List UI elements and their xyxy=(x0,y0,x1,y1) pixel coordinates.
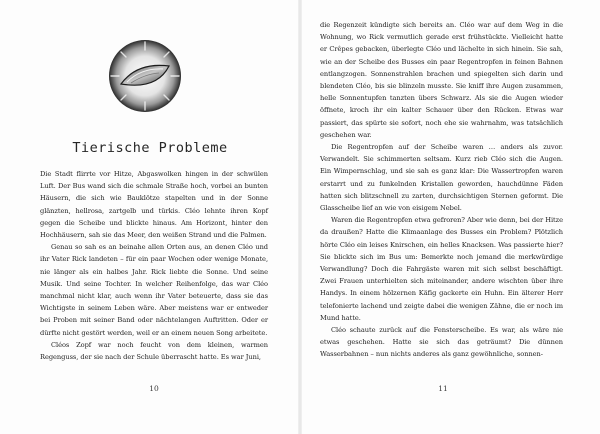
page-number: 10 xyxy=(149,384,159,393)
left-page-body xyxy=(40,168,268,363)
paragraph: Cléos Zopf war noch feucht von dem kleinen, warmen Regenguss, der sie nach der Schule überrascht hatte. Es war Juni, xyxy=(40,340,268,362)
chapter-title: Tierische Probleme xyxy=(72,140,228,156)
paragraph: Waren die Regentropfen etwa gefroren? Aber wie denn, bei der Hitze da draußen? Hatte die Klimaanlage des Busses ein Problem? Plötzlich hörte Cléo ein leises Knirschen, ein helles Knacksen. Was passierte hier? Sie blickte sich im Bus um: Bemerkte noch jemand die merkwürdige Verwandlung? Doch die Fahrgäste waren mit sich selbst beschäftigt. Zwei Frauen unterhielten sich miteinander, andere wischten über ihre Handys. In einem hölzernen Käfig gackerte ein Huhn. Ein älterer Herr telefonierte lachend und zeigte dabei die wenigen Zähne, die er noch im Mund hatte. xyxy=(320,216,563,322)
paragraph: die Regenzeit kündigte sich bereits an. Cléo war auf dem Weg in die Wohnung, wo Rick vermutlich gerade erst frühstückte. Vielleicht hatte er Crêpes gebacken, überlegte Cléo und lächelte in sich hinein. Sie sah, wie an der Scheibe des Busses ein paar Regentropfen in feinen Bahnen entlangzogen. Sonnenstrahlen brachen und spiegelten sich darin und blendeten Cléo, bis sie blinzeln musste. Sie kniff ihre Augen zusammen, helle Sonnentupfen tanzten übers Schwarz. Als sie die Augen wieder öffnete, kroch ihr ein kalter Schauer über den Rücken. Etwas war passiert, das spürte sie sofort, noch ehe sie wahrnahm, was tatsächlich geschehen war. xyxy=(320,21,563,139)
page-number: 11 xyxy=(438,384,448,393)
paragraph: Die Stadt flirrte vor Hitze, Abgaswolken hingen in der schwülen Luft. Der Bus wand sich die schmale Straße hoch, vorbei an bunten Häusern, die sich wie Bauklötze stapelten und in der Sonne glänzten, hellrosa, zartgelb und türkis. Cléo lehnte ihren Kopf gegen die Scheibe und blickte hinaus. Am Horizont, hinter den Hochhäusern, sah sie das Meer, den weißen Strand und die Palmen. xyxy=(40,170,268,240)
chapter-emblem-icon xyxy=(107,38,183,114)
paragraph: Genau so sah es an beinahe allen Orten aus, an denen Cléo und ihr Vater Rick landeten – für ein paar Wochen oder wenige Monate, nie länger als ein halbes Jahr. Rick liebte die Sonne. Und seine Musik. Und seine Tochter. In welcher Reihenfolge, das war Cléo manchmal nicht klar, auch wenn ihr Vater beteuerte, dass sie das Wichtigste in seinem Leben wäre. Aber meistens war er entweder bei Proben mit seiner Band oder nächtelangen Auftritten. Oder er dürfte nicht gestört werden, weil er an einem neuen Song arbeitete. xyxy=(40,243,268,337)
right-page-body xyxy=(320,19,563,361)
paragraph: Cléo schaute zurück auf die Fensterscheibe. Es war, als wäre nie etwas geschehen. Hatte sie sich das geträumt? Die dünnen Wasserbahnen – nun nichts anderes als ganz gewöhnliche, sonnen- xyxy=(320,326,563,359)
paragraph: Die Regentropfen auf der Scheibe waren … anders als zuvor. Verwandelt. Sie schimmerten seltsam. Kurz rieb Cléo sich die Augen. Ein Wimpernschlag, und sie sah es ganz klar: Die Wassertropfen waren erstarrt und zu funkelnden Kristallen geworden, hauchdünne Fäden hatten sich blitzschnell zu zarten, durchsichtigen Sternen geformt. Die Glasscheibe lief an wie von eisigem Nebel. xyxy=(320,143,563,213)
right-page xyxy=(300,0,600,434)
